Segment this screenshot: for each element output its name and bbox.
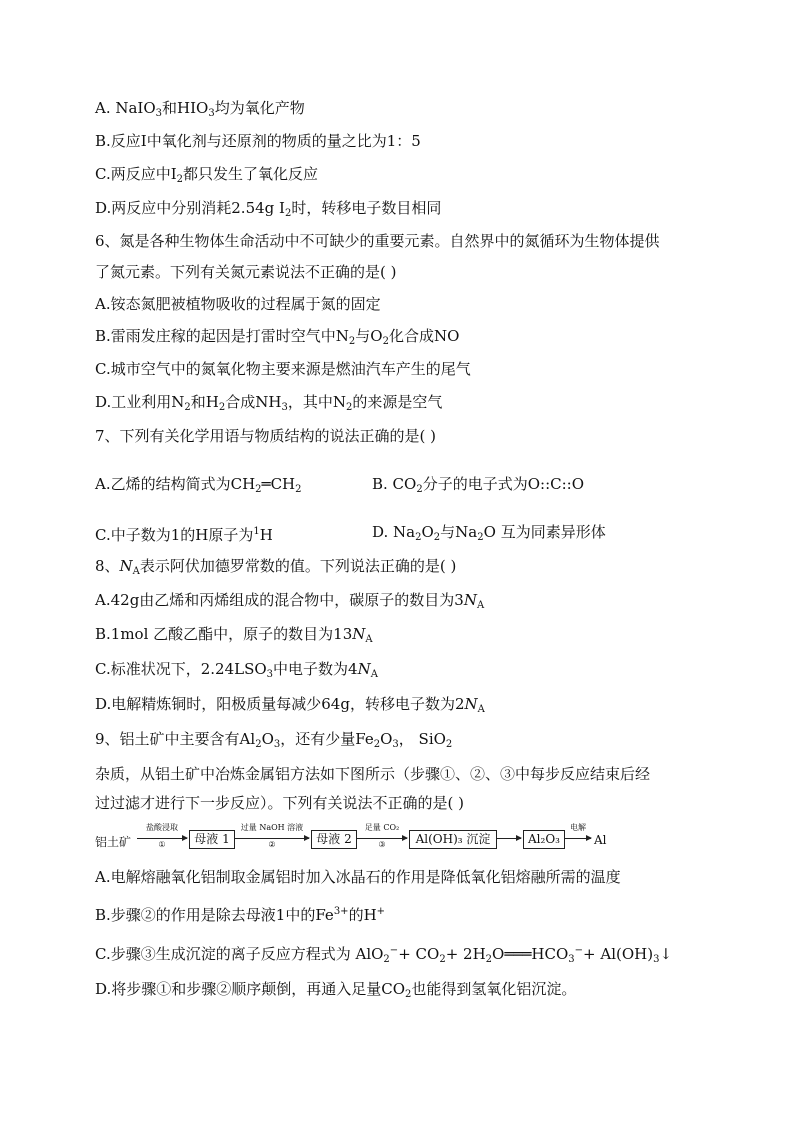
flow-end-aluminum: Al [594,833,607,847]
q9-option-c: C.步骤③生成沉淀的离子反应方程式为 $AlO_2^-+ CO_2+$ $2H_2O═══HCO_3^-+$ $Al(OH)_3↓$ [95,945,673,965]
q9-option-b: B.步骤②的作用是除去母液1中的$Fe^{3+}$的H+ [95,906,386,924]
process-flow-diagram [95,823,615,856]
q8-option-d: D.电解精炼铜时，阳极质量每减少64g，转移电子数为$2N_A$ [95,695,485,715]
q9-option-d: D.将步骤①和步骤②顺序颠倒，再通入足量$CO_2$也能得到氢氧化铝沉淀。 [95,980,577,1000]
flow-arrow-2 [235,838,309,839]
q9-stem-line3: 过过滤才进行下一步反应）。下列有关说法不正确的是( ) [95,794,464,812]
q8-stem: 8、$N_A$表示阿伏加德罗常数的值。下列说法正确的是( ) [95,557,457,577]
q9-stem-line2: 杂质，从铝土矿中冶炼金属铝方法如下图所示（步骤①、②、③中每步反应结束后经 [95,765,651,783]
flow-arrow-3-step: ③ [378,840,386,849]
q7-option-b: B. $CO_2$分子的电子式为O::C::O [372,475,585,495]
q9-option-a: A.电解熔融氧化铝制取金属铝时加入冰晶石的作用是降低氧化铝熔融所需的温度 [95,868,621,886]
q7-option-c: C.中子数为1的H原子为$^1$H [95,526,273,544]
q8-option-c: C.标准状况下，$2.24LSO_3$中电子数为$4N_A$ [95,660,378,680]
q6-option-c: C.城市空气中的氮氧化物主要来源是燃油汽车产生的尾气 [95,360,471,378]
q6-stem-line2: 了氮元素。下列有关氮元素说法不正确的是( ) [95,263,397,281]
flow-arrow-1-label: 盐酸浸取 [146,823,178,832]
q7-option-a: A.乙烯的结构简式为$CH_2═CH_2$ [95,475,302,495]
flow-arrow-3-label: 足量 CO₂ [364,823,400,832]
q6-stem-line1: 6、氮是各种生物体生命活动中不可缺少的重要元素。自然界中的氮循环为生物体提供 [95,232,660,250]
q6-option-a: A.铵态氮肥被植物吸收的过程属于氮的固定 [95,295,381,313]
q7-option-d: D. $Na_2O_2$与$Na_2O$ 互为同素异形体 [372,523,606,543]
flow-arrow-2-label: 过量 NaOH 溶液 [240,823,304,832]
q9-stem-line1: 9、铝土矿中主要含有$Al_2O_3$，还有少量$Fe_2O_3$， SiO$_2$ [95,730,453,750]
flow-box-aluminum-hydroxide: Al(OH)₃ 沉淀 [409,830,497,849]
flow-arrow-5-label: 电解 [570,823,586,832]
q6-option-d: D.工业利用$N_2$和$H_2$合成$NH_3$，其中$N_2$的来源是空气 [95,393,443,413]
q6-option-b: B.雷雨发庄稼的起因是打雷时空气中$N_2$与$O_2$化合成NO [95,327,460,347]
flow-arrow-1-step: ① [158,840,166,849]
flow-arrow-2-step: ② [268,840,276,849]
q7-stem: 7、下列有关化学用语与物质结构的说法正确的是( ) [95,427,437,445]
q5-option-a: A. NaIO$_3$和$HIO_3$均为氧化产物 [95,99,305,119]
q5-option-b: B.反应I中氧化剂与还原剂的物质的量之比为1：5 [95,132,421,150]
q5-option-c: C.两反应中$I_2$都只发生了氧化反应 [95,165,319,185]
flow-box-alumina: Al₂O₃ [523,830,565,849]
flow-start-bauxite: 铝土矿 [95,835,132,849]
flow-box-mother-liquor-1: 母液 1 [189,830,235,849]
flow-arrow-4 [497,838,521,839]
flow-box-mother-liquor-2: 母液 2 [311,830,357,849]
flow-arrow-1 [137,838,187,839]
flow-arrow-3 [357,838,407,839]
q8-option-b: B.1mol 乙酸乙酯中，原子的数目为$13N_A$ [95,625,373,645]
q8-option-a: A.42g由乙烯和丙烯组成的混合物中，碳原子的数目为$3N_A$ [95,591,485,611]
q5-option-d: D.两反应中分别消耗2.54g $I_2$时，转移电子数目相同 [95,199,442,219]
flow-arrow-5 [565,838,591,839]
